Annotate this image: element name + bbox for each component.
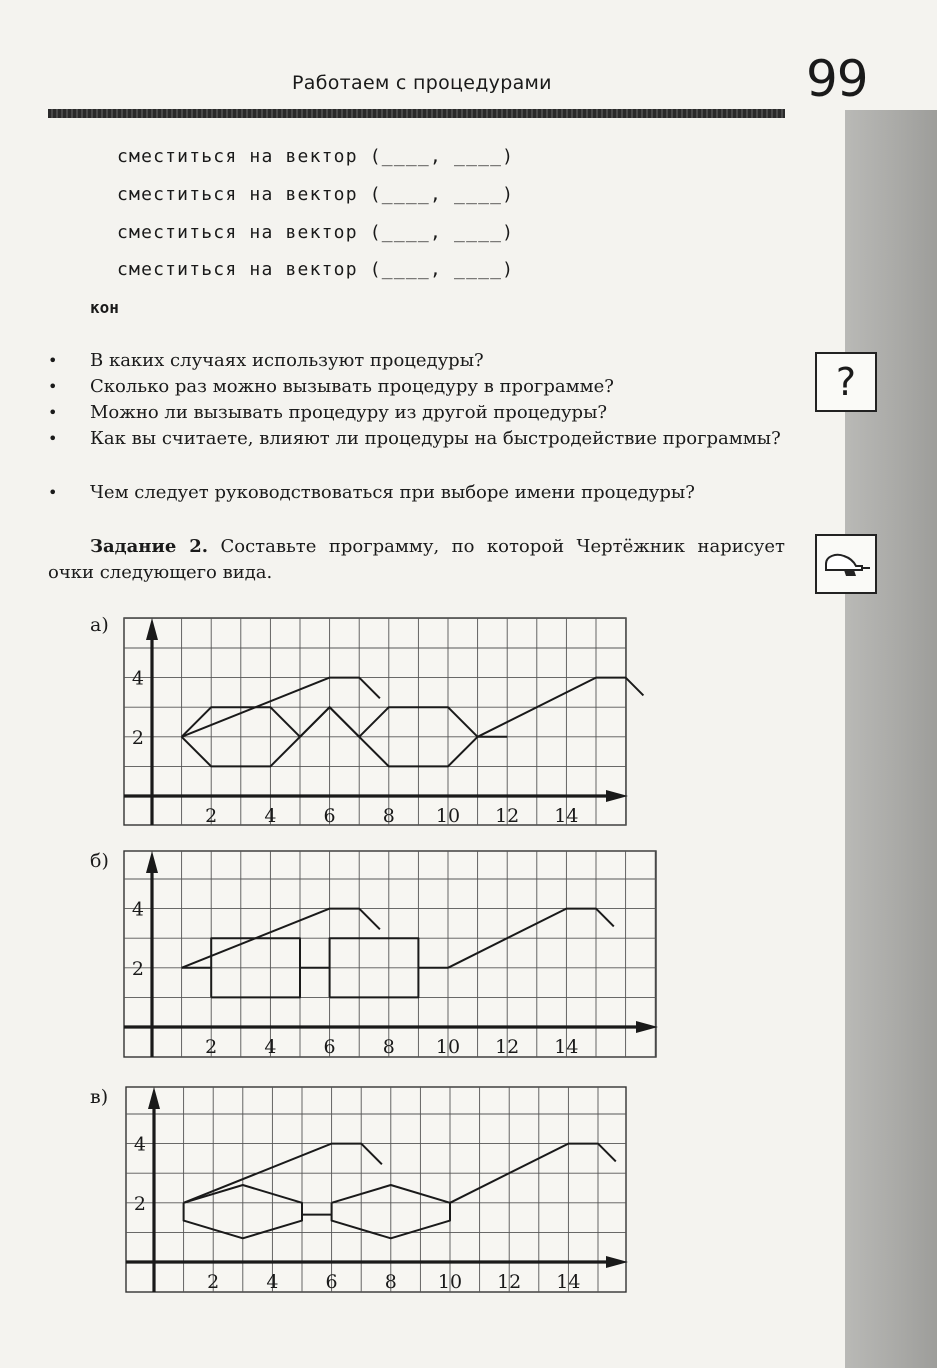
- x-tick-label: 8: [382, 1036, 395, 1058]
- x-tick-label: 12: [497, 1271, 522, 1293]
- code-line: сместиться на вектор (____, ____): [117, 146, 515, 167]
- x-tick-label: 10: [435, 805, 461, 827]
- x-tick-label: 4: [264, 1036, 277, 1058]
- x-tick-label: 10: [435, 1036, 461, 1058]
- question-text: Сколько раз можно вызывать процедуру в программе?: [90, 376, 614, 397]
- y-tick-label: 4: [131, 667, 144, 690]
- task-label: Задание 2.: [90, 536, 209, 557]
- question-text: В каких случаях используют процедуры?: [90, 350, 484, 371]
- code-line: сместиться на вектор (____, ____): [117, 184, 515, 205]
- bullet: •: [48, 403, 58, 422]
- bullet: •: [48, 377, 58, 396]
- y-tick-label: 2: [131, 726, 144, 749]
- x-tick-label: 12: [495, 1036, 520, 1058]
- x-tick-label: 14: [556, 1271, 581, 1293]
- x-tick-label: 4: [266, 1271, 279, 1293]
- page-header-title: Работаем с процедурами: [292, 72, 552, 94]
- chart-label-b: б): [90, 850, 109, 872]
- x-tick-label: 6: [323, 1036, 336, 1058]
- y-tick-label: 2: [131, 957, 144, 980]
- question-text: Чем следует руководствоваться при выборе имени процедуры?: [90, 482, 695, 503]
- x-tick-label: 2: [205, 805, 218, 827]
- x-tick-label: 4: [264, 805, 277, 827]
- bullet: •: [48, 429, 58, 448]
- y-tick-label: 4: [131, 898, 144, 921]
- x-tick-label: 14: [554, 1036, 579, 1058]
- x-tick-label: 2: [207, 1271, 220, 1293]
- question-mark: ?: [835, 360, 857, 404]
- chart-label-a: а): [90, 614, 109, 636]
- bullet: •: [48, 351, 58, 370]
- question-text: Можно ли вызывать процедуру из другой процедуры?: [90, 402, 608, 423]
- task-text: Составьте программу, по которой Чертёжник нарисует очки следующего вида.: [48, 536, 785, 583]
- x-tick-label: 8: [382, 805, 395, 827]
- y-tick-label: 4: [133, 1133, 146, 1156]
- bullet: •: [48, 483, 58, 502]
- question-text: Как вы считаете, влияют ли процедуры на быстродействие программы?: [90, 428, 781, 449]
- page-number: 99: [806, 50, 868, 108]
- x-tick-label: 8: [384, 1271, 397, 1293]
- x-tick-label: 6: [323, 805, 336, 827]
- x-tick-label: 12: [495, 805, 520, 827]
- x-tick-label: 2: [205, 1036, 218, 1058]
- chart-label-v: в): [90, 1086, 109, 1108]
- x-tick-label: 14: [554, 805, 579, 827]
- x-tick-label: 6: [325, 1271, 338, 1293]
- code-line: сместиться на вектор (____, ____): [117, 259, 515, 280]
- code-line: сместиться на вектор (____, ____): [117, 222, 515, 243]
- y-tick-label: 2: [133, 1192, 146, 1215]
- x-tick-label: 10: [437, 1271, 463, 1293]
- code-end-keyword: кон: [90, 298, 119, 317]
